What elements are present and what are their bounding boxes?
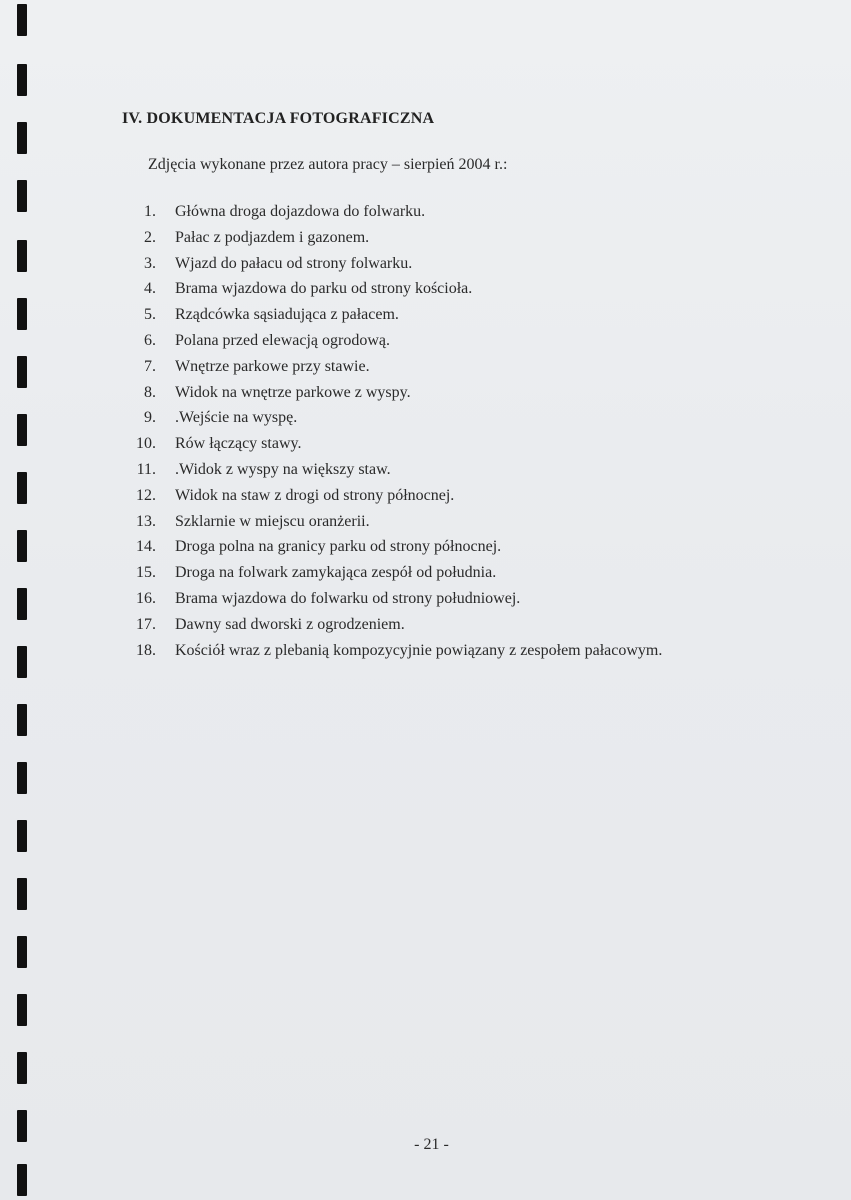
- binding-hole: [17, 414, 27, 446]
- intro-text: Zdjęcia wykonane przez autora pracy – sierpień 2004 r.:: [148, 156, 508, 173]
- binding-hole: [17, 298, 27, 330]
- list-item-text: Droga na folwark zamykająca zespół od południa.: [175, 564, 497, 582]
- section-title: IV. DOKUMENTACJA FOTOGRAFICZNA: [122, 110, 435, 127]
- binding-hole: [17, 122, 27, 154]
- list-item-number: 2.: [144, 228, 156, 246]
- binding-hole: [17, 180, 27, 212]
- binding-hole: [17, 472, 27, 504]
- binding-hole: [17, 762, 27, 794]
- list-item-number: 13.: [136, 512, 156, 530]
- binding-hole: [17, 1052, 27, 1084]
- binding-hole: [17, 64, 27, 96]
- binding-hole: [17, 994, 27, 1026]
- binding-hole: [17, 356, 27, 388]
- binding-hole: [17, 878, 27, 910]
- binding-hole: [17, 588, 27, 620]
- list-item-text: Rządcówka sąsiadująca z pałacem.: [175, 306, 399, 324]
- page-number: - 21 -: [414, 1136, 449, 1153]
- list-item-text: Dawny sad dworski z ogrodzeniem.: [175, 615, 405, 633]
- list-item-text: Główna droga dojazdowa do folwarku.: [175, 203, 426, 220]
- list-item-number: 3.: [144, 254, 156, 272]
- binding-hole: [17, 1164, 27, 1196]
- list-item-text: Polana przed elewacją ogrodową.: [175, 331, 391, 349]
- list-item-text: Rów łączący stawy.: [175, 435, 302, 453]
- list-item-number: 14.: [136, 538, 156, 556]
- list-item-text: Droga polna na granicy parku od strony północnej.: [175, 538, 502, 556]
- binding-hole: [17, 4, 27, 36]
- list-item-number: 8.: [144, 383, 156, 401]
- list-item-number: 4.: [144, 280, 156, 298]
- list-item-number: 9.: [144, 409, 156, 427]
- spiral-binding: [17, 0, 29, 1200]
- list-item-number: 10.: [136, 435, 156, 453]
- list-item-text: Wnętrze parkowe przy stawie.: [175, 357, 370, 375]
- list-item-text: Wjazd do pałacu od strony folwarku.: [175, 254, 413, 272]
- list-item-text: .Widok z wyspy na większy staw.: [175, 460, 391, 478]
- list-item-number: 18.: [136, 641, 156, 659]
- list-item-text: Szklarnie w miejscu oranżerii.: [175, 512, 370, 530]
- list-item-number: 16.: [136, 589, 156, 607]
- list-item-number: 7.: [144, 357, 156, 375]
- list-item-text: Brama wjazdowa do folwarku od strony południowej.: [175, 589, 521, 607]
- binding-hole: [17, 704, 27, 736]
- list-item-text: Kościół wraz z plebanią kompozycyjnie powiązany z zespołem pałacowym.: [175, 641, 663, 659]
- binding-hole: [17, 820, 27, 852]
- list-item-text: Brama wjazdowa do parku od strony kościoła.: [175, 280, 473, 298]
- list-item-number: 17.: [136, 615, 156, 633]
- list-item-number: 6.: [144, 331, 156, 349]
- list-item-number: 5.: [144, 306, 156, 324]
- binding-hole: [17, 530, 27, 562]
- list-item-number: 11.: [136, 460, 156, 478]
- list-item-text: .Wejście na wyspę.: [175, 409, 298, 427]
- list-item-number: 12.: [136, 486, 156, 504]
- list-item-text: Widok na wnętrze parkowe z wyspy.: [175, 383, 411, 401]
- list-item-number: 1.: [144, 203, 156, 220]
- binding-hole: [17, 646, 27, 678]
- binding-hole: [17, 936, 27, 968]
- list-item-text: Pałac z podjazdem i gazonem.: [175, 228, 370, 246]
- list-item-text: Widok na staw z drogi od strony północnej.: [175, 486, 455, 504]
- list-item-number: 15.: [136, 564, 156, 582]
- binding-hole: [17, 240, 27, 272]
